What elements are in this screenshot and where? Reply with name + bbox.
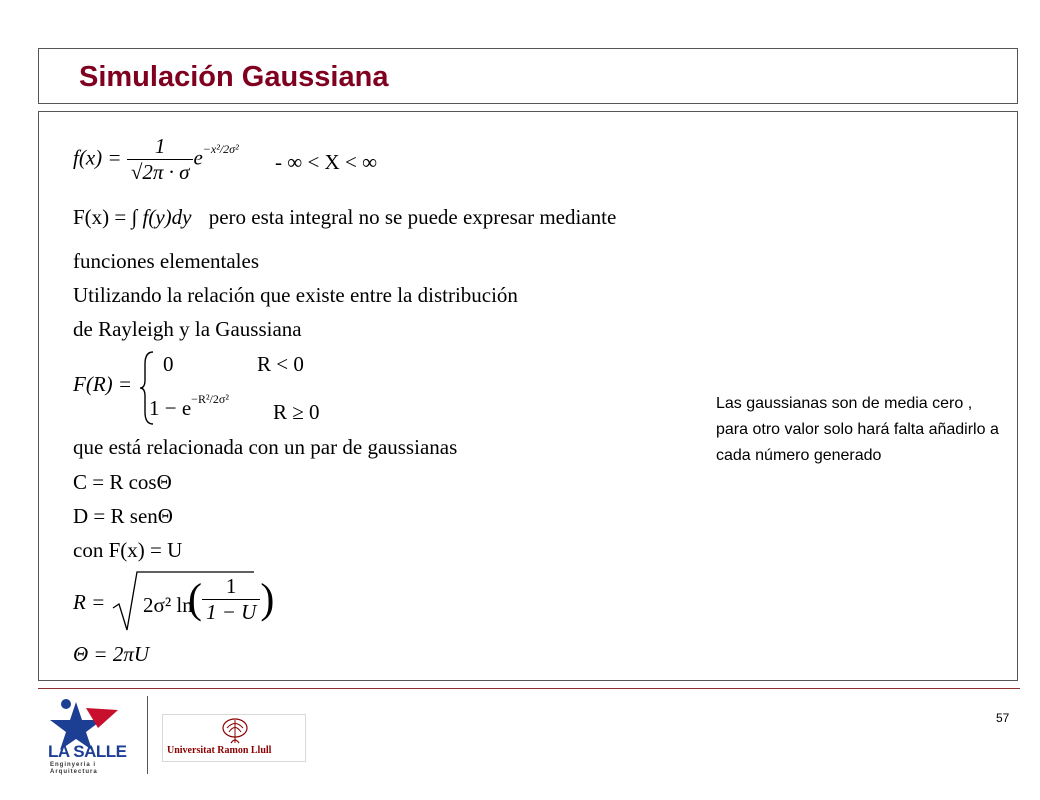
pdf-denominator: √2π · σ — [130, 160, 190, 185]
url-logo — [162, 714, 306, 762]
rayleigh-case2 — [149, 392, 229, 421]
page-number: 57 — [996, 711, 1010, 725]
r-denominator: 1 − U — [206, 600, 257, 625]
lasalle-logo — [46, 694, 134, 780]
r-lhs: R = — [73, 590, 106, 614]
r-fraction-inner — [202, 574, 260, 625]
right-paren: ) — [260, 576, 275, 623]
r-fraction — [188, 574, 274, 625]
rayleigh-case1-value: 0 — [163, 352, 174, 376]
pdf-fraction — [127, 134, 194, 185]
footer-divider — [38, 688, 1020, 689]
url-name: Universitat Ramon Llull — [167, 745, 272, 756]
slide-title: Simulación Gaussiana — [79, 61, 389, 93]
pdf-numerator: 1 — [127, 134, 194, 160]
left-paren: ( — [188, 576, 202, 623]
cdf-equation — [73, 205, 616, 230]
r-numerator: 1 — [202, 574, 260, 600]
d-equation: D = R senΘ — [73, 504, 173, 528]
pdf-range: - ∞ < X < ∞ — [275, 150, 378, 174]
pdf-exponential: e — [193, 145, 203, 170]
tree-emblem-icon — [217, 717, 253, 745]
con-equation: con F(x) = U — [73, 538, 183, 562]
text-rayleigh: de Rayleigh y la Gaussiana — [73, 317, 302, 341]
pdf-exponent: −x²/2σ² — [202, 141, 239, 156]
rayleigh-case2-condition: R ≥ 0 — [273, 400, 320, 424]
text-utilizando: Utilizando la relación que existe entre la distribución — [73, 283, 518, 307]
theta-equation: Θ = 2πU — [73, 642, 150, 666]
c-equation: C = R cosΘ — [73, 470, 172, 494]
note-text: Las gaussianas son de media cero , para otro valor solo hará falta añadirlo a cada número generado — [716, 395, 999, 464]
logo-separator — [147, 696, 148, 774]
lasalle-subtitle: Enginyeria i Arquitectura — [50, 762, 98, 775]
cdf-lhs: F(x) = ∫ — [73, 205, 138, 229]
cdf-integrand: f(y)dy — [142, 205, 192, 229]
lasalle-name: LA SALLE — [48, 742, 127, 761]
rayleigh-case1-condition: R < 0 — [257, 352, 304, 376]
text-funciones: funciones elementales — [73, 249, 260, 273]
text-gaussianas: que está relacionada con un par de gaussianas — [73, 435, 458, 459]
r-body: 2σ² ln — [143, 593, 193, 617]
rayleigh-case2-value: 1 − e — [149, 396, 192, 420]
cdf-text: pero esta integral no se puede expresar mediante — [208, 205, 617, 229]
pdf-lhs: f(x) = — [73, 145, 127, 170]
title-box — [38, 48, 1018, 104]
rayleigh-lhs: F(R) = — [73, 372, 133, 396]
rayleigh-case2-exponent: −R²/2σ² — [191, 392, 229, 406]
gaussian-pdf-equation — [73, 134, 239, 185]
